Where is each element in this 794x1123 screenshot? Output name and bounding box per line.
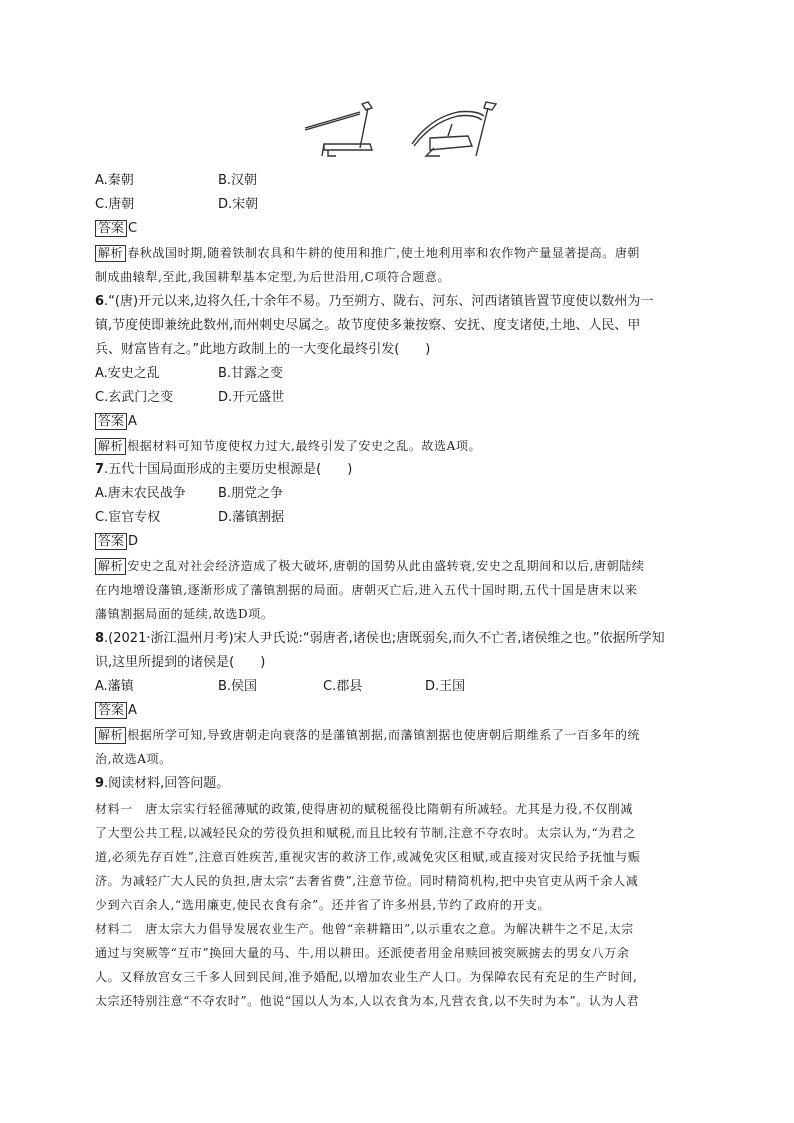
q8-option-a[interactable]: A.藩镇 (95, 679, 134, 694)
question-text: .五代十国局面形成的主要历史根源是( ) (104, 462, 353, 477)
plough-illustration (300, 98, 500, 162)
explanation-text: 根据所学可知,导致唐朝走向衰落的是藩镇割据,而藩镇割据也使唐朝后期维系了一百多年的统 (127, 728, 641, 742)
q5-option-d[interactable]: D.宋朝 (218, 197, 259, 212)
question-number: 6 (95, 294, 105, 309)
q6-answer (95, 413, 137, 431)
question-number: 9 (95, 776, 105, 791)
q6-option-b[interactable]: B.甘露之变 (218, 366, 284, 381)
answer-label: 答案 (95, 413, 127, 430)
answer-value: A (128, 414, 137, 429)
explanation-label: 解析 (95, 245, 126, 262)
q8-explanation-line-2: 治,故选A项。 (95, 752, 172, 766)
explanation-text: 春秋战国时期,随着铁制农具和牛耕的使用和推广,使土地利用率和农作物产量显著提高。唐朝 (127, 246, 641, 260)
q5-explanation-line-2: 制成曲辕犁,至此,我国耕犁基本定型,为后世沿用,C项符合题意。 (95, 270, 451, 284)
q9-material-line-1: 材料一 唐太宗实行轻徭薄赋的政策,使得唐初的赋税徭役比隋朝有所减轻。尤其是力役,不仅削减 (95, 802, 634, 816)
question-text: .阅读材料,回答问题。 (104, 776, 230, 791)
answer-value: A (128, 703, 137, 718)
q9-material-line-5: 少到六百余人,“选用廉吏,使民衣食有余”。还并省了许多州县,节约了政府的开支。 (95, 898, 551, 912)
q7-stem (95, 461, 352, 479)
q8-explanation-line-1 (95, 726, 640, 744)
curved-beam-plough-icon (305, 102, 372, 156)
q5-explanation-line-1 (95, 244, 640, 262)
q9-material-line-6: 材料二 唐太宗大力倡导发展农业生产。他曾“亲耕籍田”,以示重农之意。为解决耕牛之不足,太宗 (95, 922, 634, 936)
answer-value: C (128, 221, 138, 236)
explanation-text: 安史之乱对社会经济造成了极大破坏,唐朝的国势从此由盛转衰,安史之乱期间和以后,唐朝陆续 (127, 559, 645, 573)
quyuan-plough-icon (412, 102, 496, 156)
q9-material-line-9: 太宗还特别注意“不夺农时”。他说“国以人为本,人以衣食为本,凡营衣食,以不失时为本”。认为人君 (95, 994, 640, 1008)
q7-option-c[interactable]: C.宦官专权 (95, 510, 161, 525)
q6-stem-line-1 (95, 293, 653, 311)
explanation-label: 解析 (95, 558, 126, 575)
q7-option-b[interactable]: B.朋党之争 (218, 486, 284, 501)
q5-option-c[interactable]: C.唐朝 (95, 197, 135, 212)
q8-option-d[interactable]: D.王国 (425, 679, 466, 694)
question-number: 8 (95, 631, 105, 646)
q7-explanation-line-3: 藩镇割据局面的延续,故选D项。 (95, 607, 274, 621)
q7-option-d[interactable]: D.藩镇割据 (218, 510, 285, 525)
q9-material-line-4: 济。为减轻广大人民的负担,唐太宗“去奢省费”,注意节俭。同时精简机构,把中央官吏从两千余人减 (95, 874, 639, 888)
question-text: .“(唐)开元以来,边将久任,十余年不易。乃至朔方、陇右、河东、河西诸镇皆置节度使以数州为一 (104, 294, 654, 309)
q8-option-b[interactable]: B.侯国 (218, 679, 258, 694)
q6-option-c[interactable]: C.玄武门之变 (95, 390, 174, 405)
q8-stem-line-2: 识,这里所提到的诸侯是( ) (95, 655, 266, 670)
q6-option-a[interactable]: A.安史之乱 (95, 366, 160, 381)
q8-answer (95, 702, 137, 720)
answer-label: 答案 (95, 533, 127, 550)
q8-option-c[interactable]: C.郡县 (323, 679, 363, 694)
q6-explanation-line-1 (95, 437, 481, 455)
question-number: 7 (95, 462, 105, 477)
q5-option-b[interactable]: B.汉朝 (218, 173, 258, 188)
explanation-label: 解析 (95, 727, 126, 744)
explanation-label: 解析 (95, 438, 126, 455)
q7-explanation-line-2: 在内地增设藩镇,逐渐形成了藩镇割据的局面。唐朝灭亡后,进入五代十国时期,五代十国是唐末以来 (95, 583, 638, 597)
question-text: .(2021·浙江温州月考)宋人尹氏说:“弱唐者,诸侯也;唐既弱矣,而久不亡者,诸侯维之也。”依据所学知 (104, 631, 665, 646)
q6-option-d[interactable]: D.开元盛世 (218, 390, 285, 405)
q7-option-a[interactable]: A.唐末农民战争 (95, 486, 186, 501)
q9-stem (95, 775, 229, 793)
q6-stem-line-3: 兵、财富皆有之。”此地方政制上的一大变化最终引发( ) (95, 342, 431, 357)
explanation-text: 根据材料可知节度使权力过大,最终引发了安史之乱。故选A项。 (127, 439, 482, 453)
q8-stem-line-1 (95, 630, 665, 648)
q7-answer (95, 533, 138, 551)
q9-material-line-3: 道,必须先存百姓”,注意百姓疾苦,重视灾害的救济工作,或减免灾区租赋,或直接对灾民给予抚恤与赈 (95, 850, 641, 864)
q6-stem-line-2: 镇,节度使即兼统此数州,而州刺史尽属之。故节度使多兼按察、安抚、度支诸使,土地、人民、甲 (95, 318, 641, 333)
q9-material-line-2: 了大型公共工程,以减轻民众的劳役负担和赋税,而且比较有节制,注意不夺农时。太宗认为,“为君之 (95, 826, 636, 840)
answer-value: D (128, 534, 139, 549)
q9-material-line-7: 通过与突厥等“互市”换回大量的马、牛,用以耕田。还派使者用金帛赎回被突厥掳去的男女八万余 (95, 946, 630, 960)
q7-explanation-line-1 (95, 557, 644, 575)
answer-label: 答案 (95, 220, 127, 237)
q5-option-a[interactable]: A.秦朝 (95, 173, 134, 188)
answer-label: 答案 (95, 702, 127, 719)
q5-answer (95, 220, 137, 238)
q9-material-line-8: 人。又释放宫女三千多人回到民间,准予婚配,以增加农业生产人口。为保障农民有充足的生产时间, (95, 970, 638, 984)
